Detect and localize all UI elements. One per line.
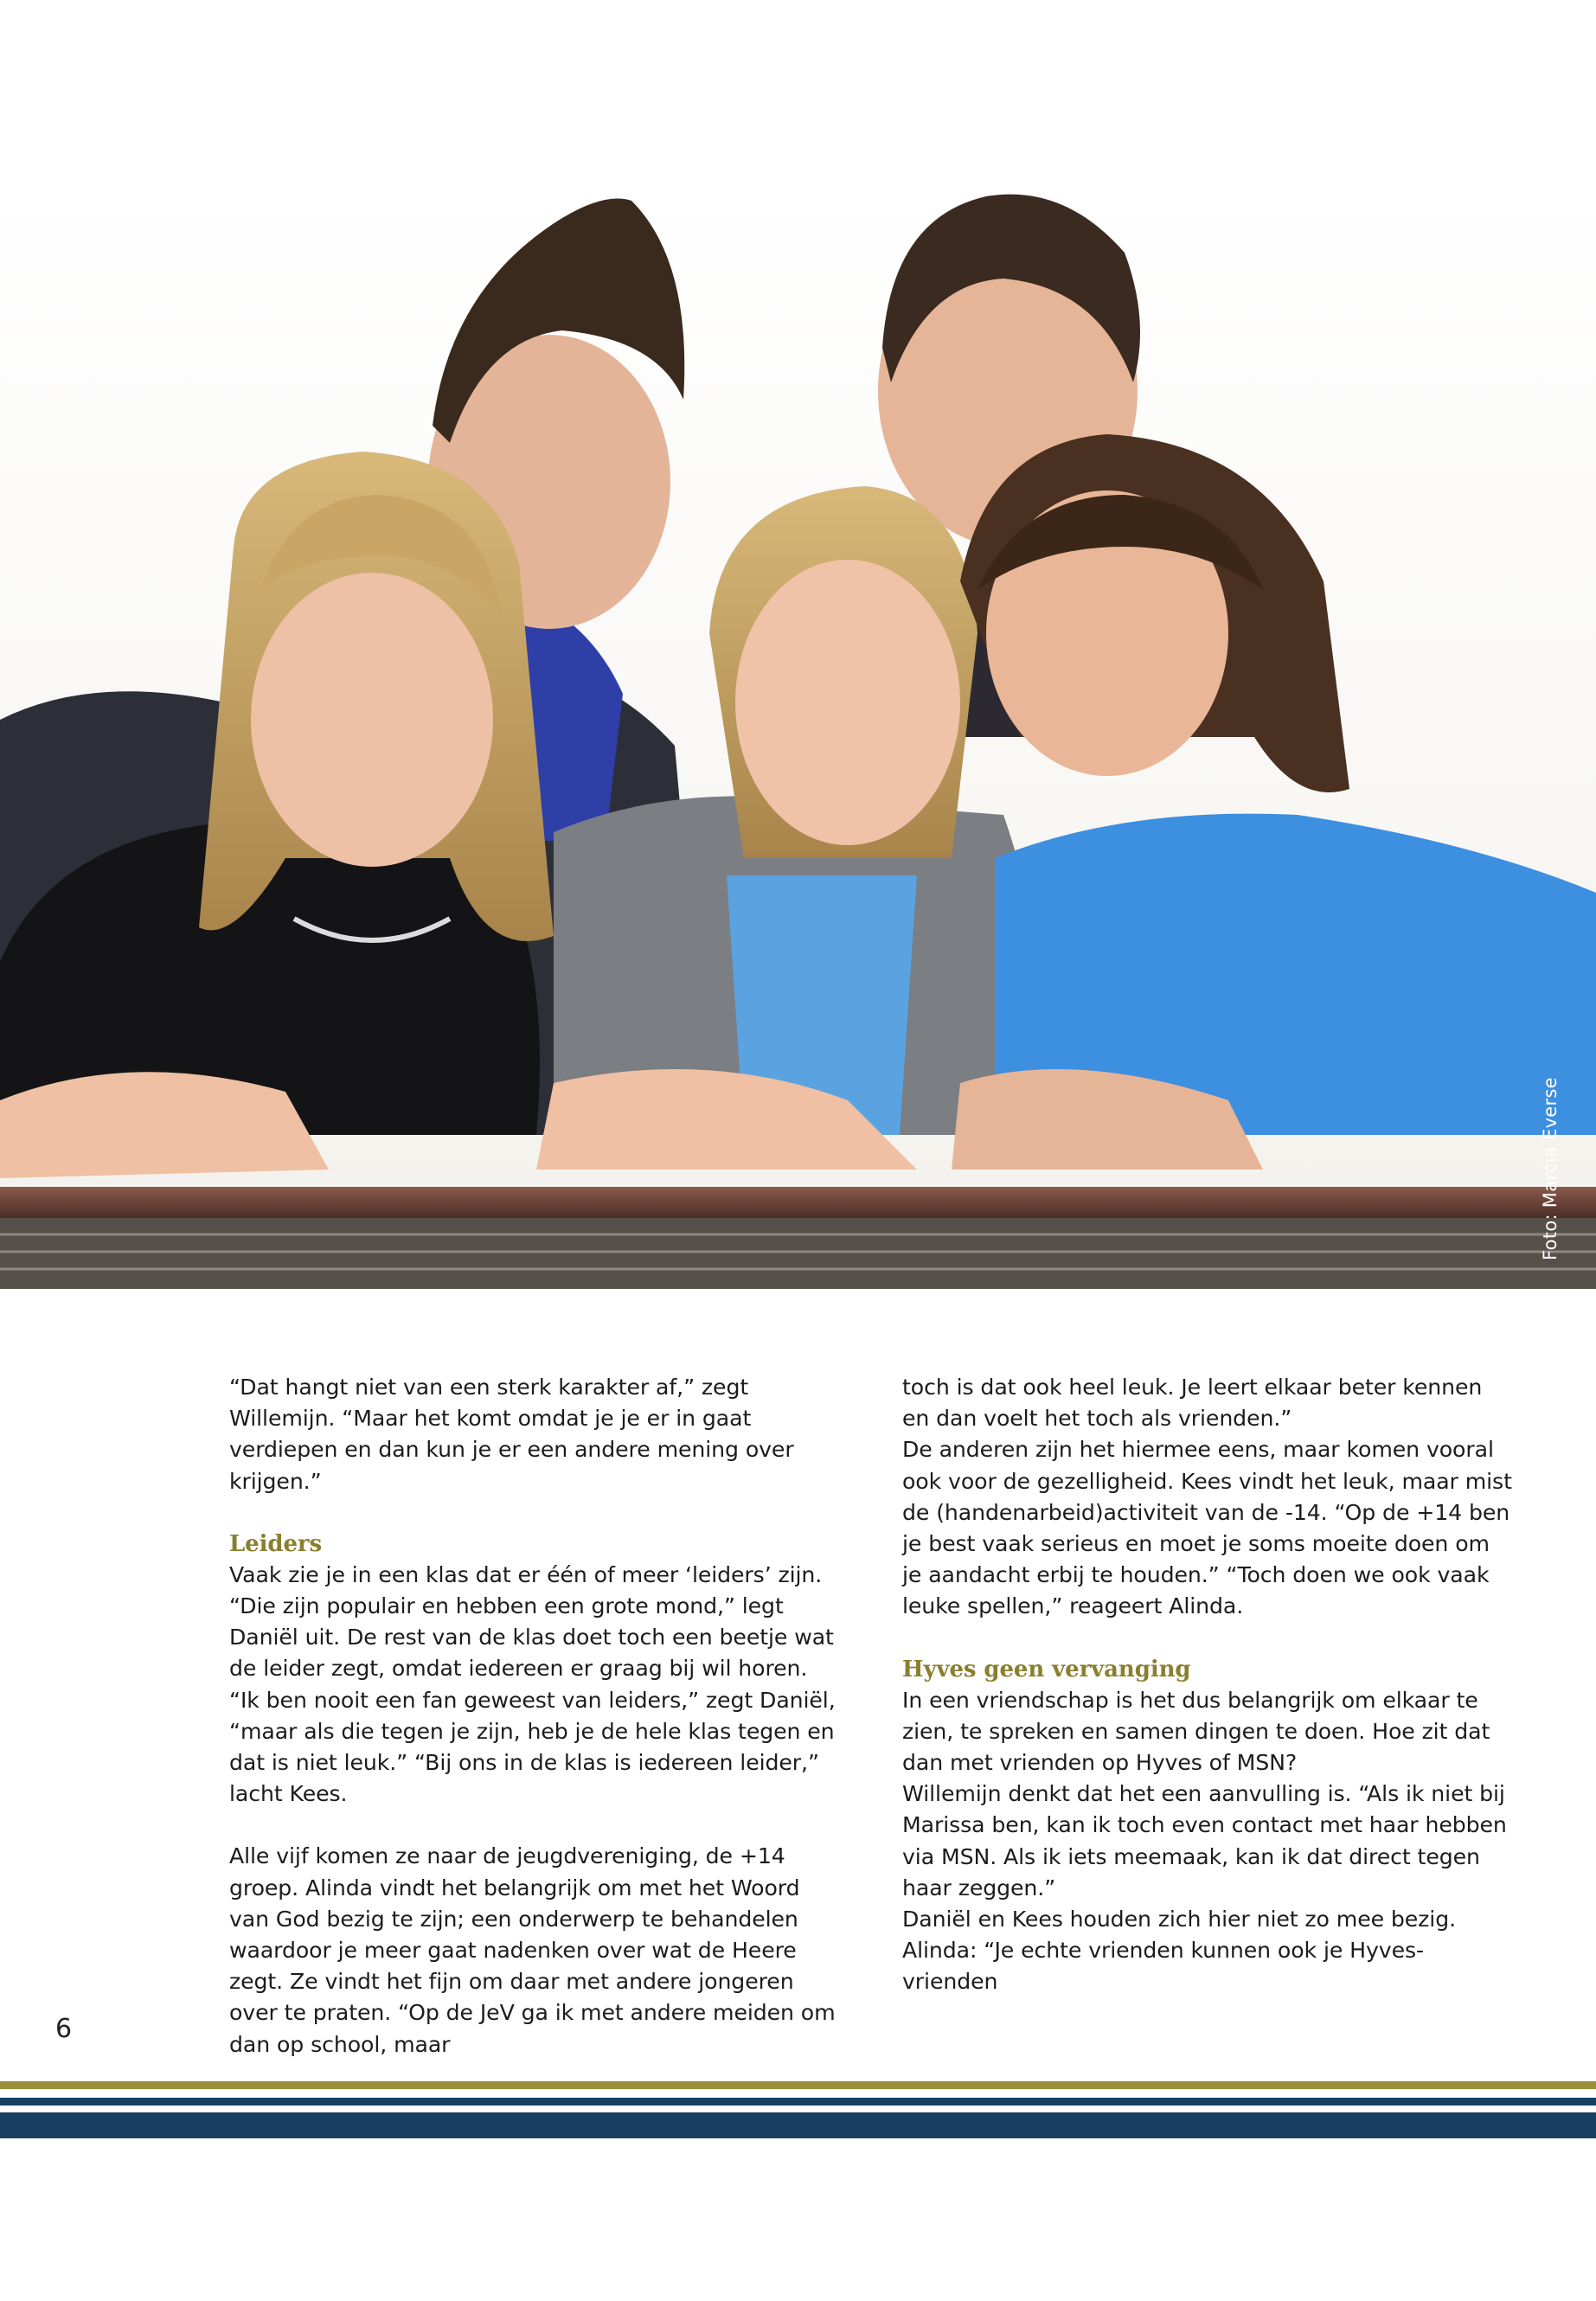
article-left-column xyxy=(229,1372,839,2061)
footer-stripe-navy-thin xyxy=(0,2098,1596,2106)
heading-hyves: Hyves geen vervanging xyxy=(902,1656,1191,1682)
jev-paragraph: Alle vijf komen ze naar de jeugdvereniging, de +14 groep. Alinda vindt het belangrijk om met het Woord van God bezig te zijn; een onderwerp te behandelen waardoor je meer gaat nadenken over wat de Heere zegt. Ze vindt het fijn om daar met andere jongeren over te praten. “Op de JeV ga ik met andere meiden om dan op school, maar xyxy=(229,1843,836,2057)
heading-leiders: Leiders xyxy=(229,1530,323,1557)
footer-stripe-navy-thick xyxy=(0,2112,1596,2138)
group-photo-illustration xyxy=(0,183,1596,1289)
intro-paragraph: “Dat hangt niet van een sterk karakter af,” zegt Willemijn. “Maar het komt omdat je je er in gaat verdiepen en dan kun je er een andere mening over krijgen.” xyxy=(229,1375,794,1494)
leiders-paragraph: Vaak zie je in een klas dat er één of meer ‘leiders’ zijn. “Die zijn populair en hebben een grote mond,” legt Daniël uit. De rest van de klas doet toch een beetje wat de leider zegt, omdat iedereen er graag bij wil horen. “Ik ben nooit een fan geweest van leiders,” zegt Daniël, “maar als die tegen je zijn, heb je de hele klas tegen en dat is niet leuk.” “Bij ons in de klas is iedereen leider,” lacht Kees. xyxy=(229,1561,836,1807)
hyves-paragraph: In een vriendschap is het dus belangrijk om elkaar te zien, te spreken en samen dingen te doen. Hoe zit dat dan met vrienden op Hyves of MSN? xyxy=(902,1687,1490,1776)
article-right-column xyxy=(902,1372,1512,1998)
willemijn-paragraph: Willemijn denkt dat het een aanvulling is. “Als ik niet bij Marissa ben, kan ik toch even contact met haar hebben via MSN. Als ik iets meemaak, kan ik dat direct tegen haar zeggen.” xyxy=(902,1781,1507,1900)
alinda-paragraph: Alinda: “Je echte vrienden kunnen ook je Hyves-vrienden xyxy=(902,1938,1425,1995)
daniel-paragraph: Daniël en Kees houden zich hier niet zo mee bezig. xyxy=(902,1907,1456,1932)
others-paragraph: De anderen zijn het hiermee eens, maar komen vooral ook voor de gezelligheid. Kees vindt het leuk, maar mist de (handenarbeid)activiteit van de -14. “Op de +14 ben je best vaak serieus en moet je soms moeite doen om je aandacht erbij te houden.” “Toch doen we ook vaak leuke spellen,” reageert Alinda. xyxy=(902,1437,1512,1619)
group-photo xyxy=(0,183,1596,1289)
continued-paragraph: toch is dat ook heel leuk. Je leert elkaar beter kennen en dan voelt het toch als vrienden.” xyxy=(902,1375,1483,1432)
photo-credit: Foto: Marcia Everse xyxy=(1540,1077,1561,1260)
page-number: 6 xyxy=(55,2014,73,2044)
footer-stripe-gold xyxy=(0,2081,1596,2089)
